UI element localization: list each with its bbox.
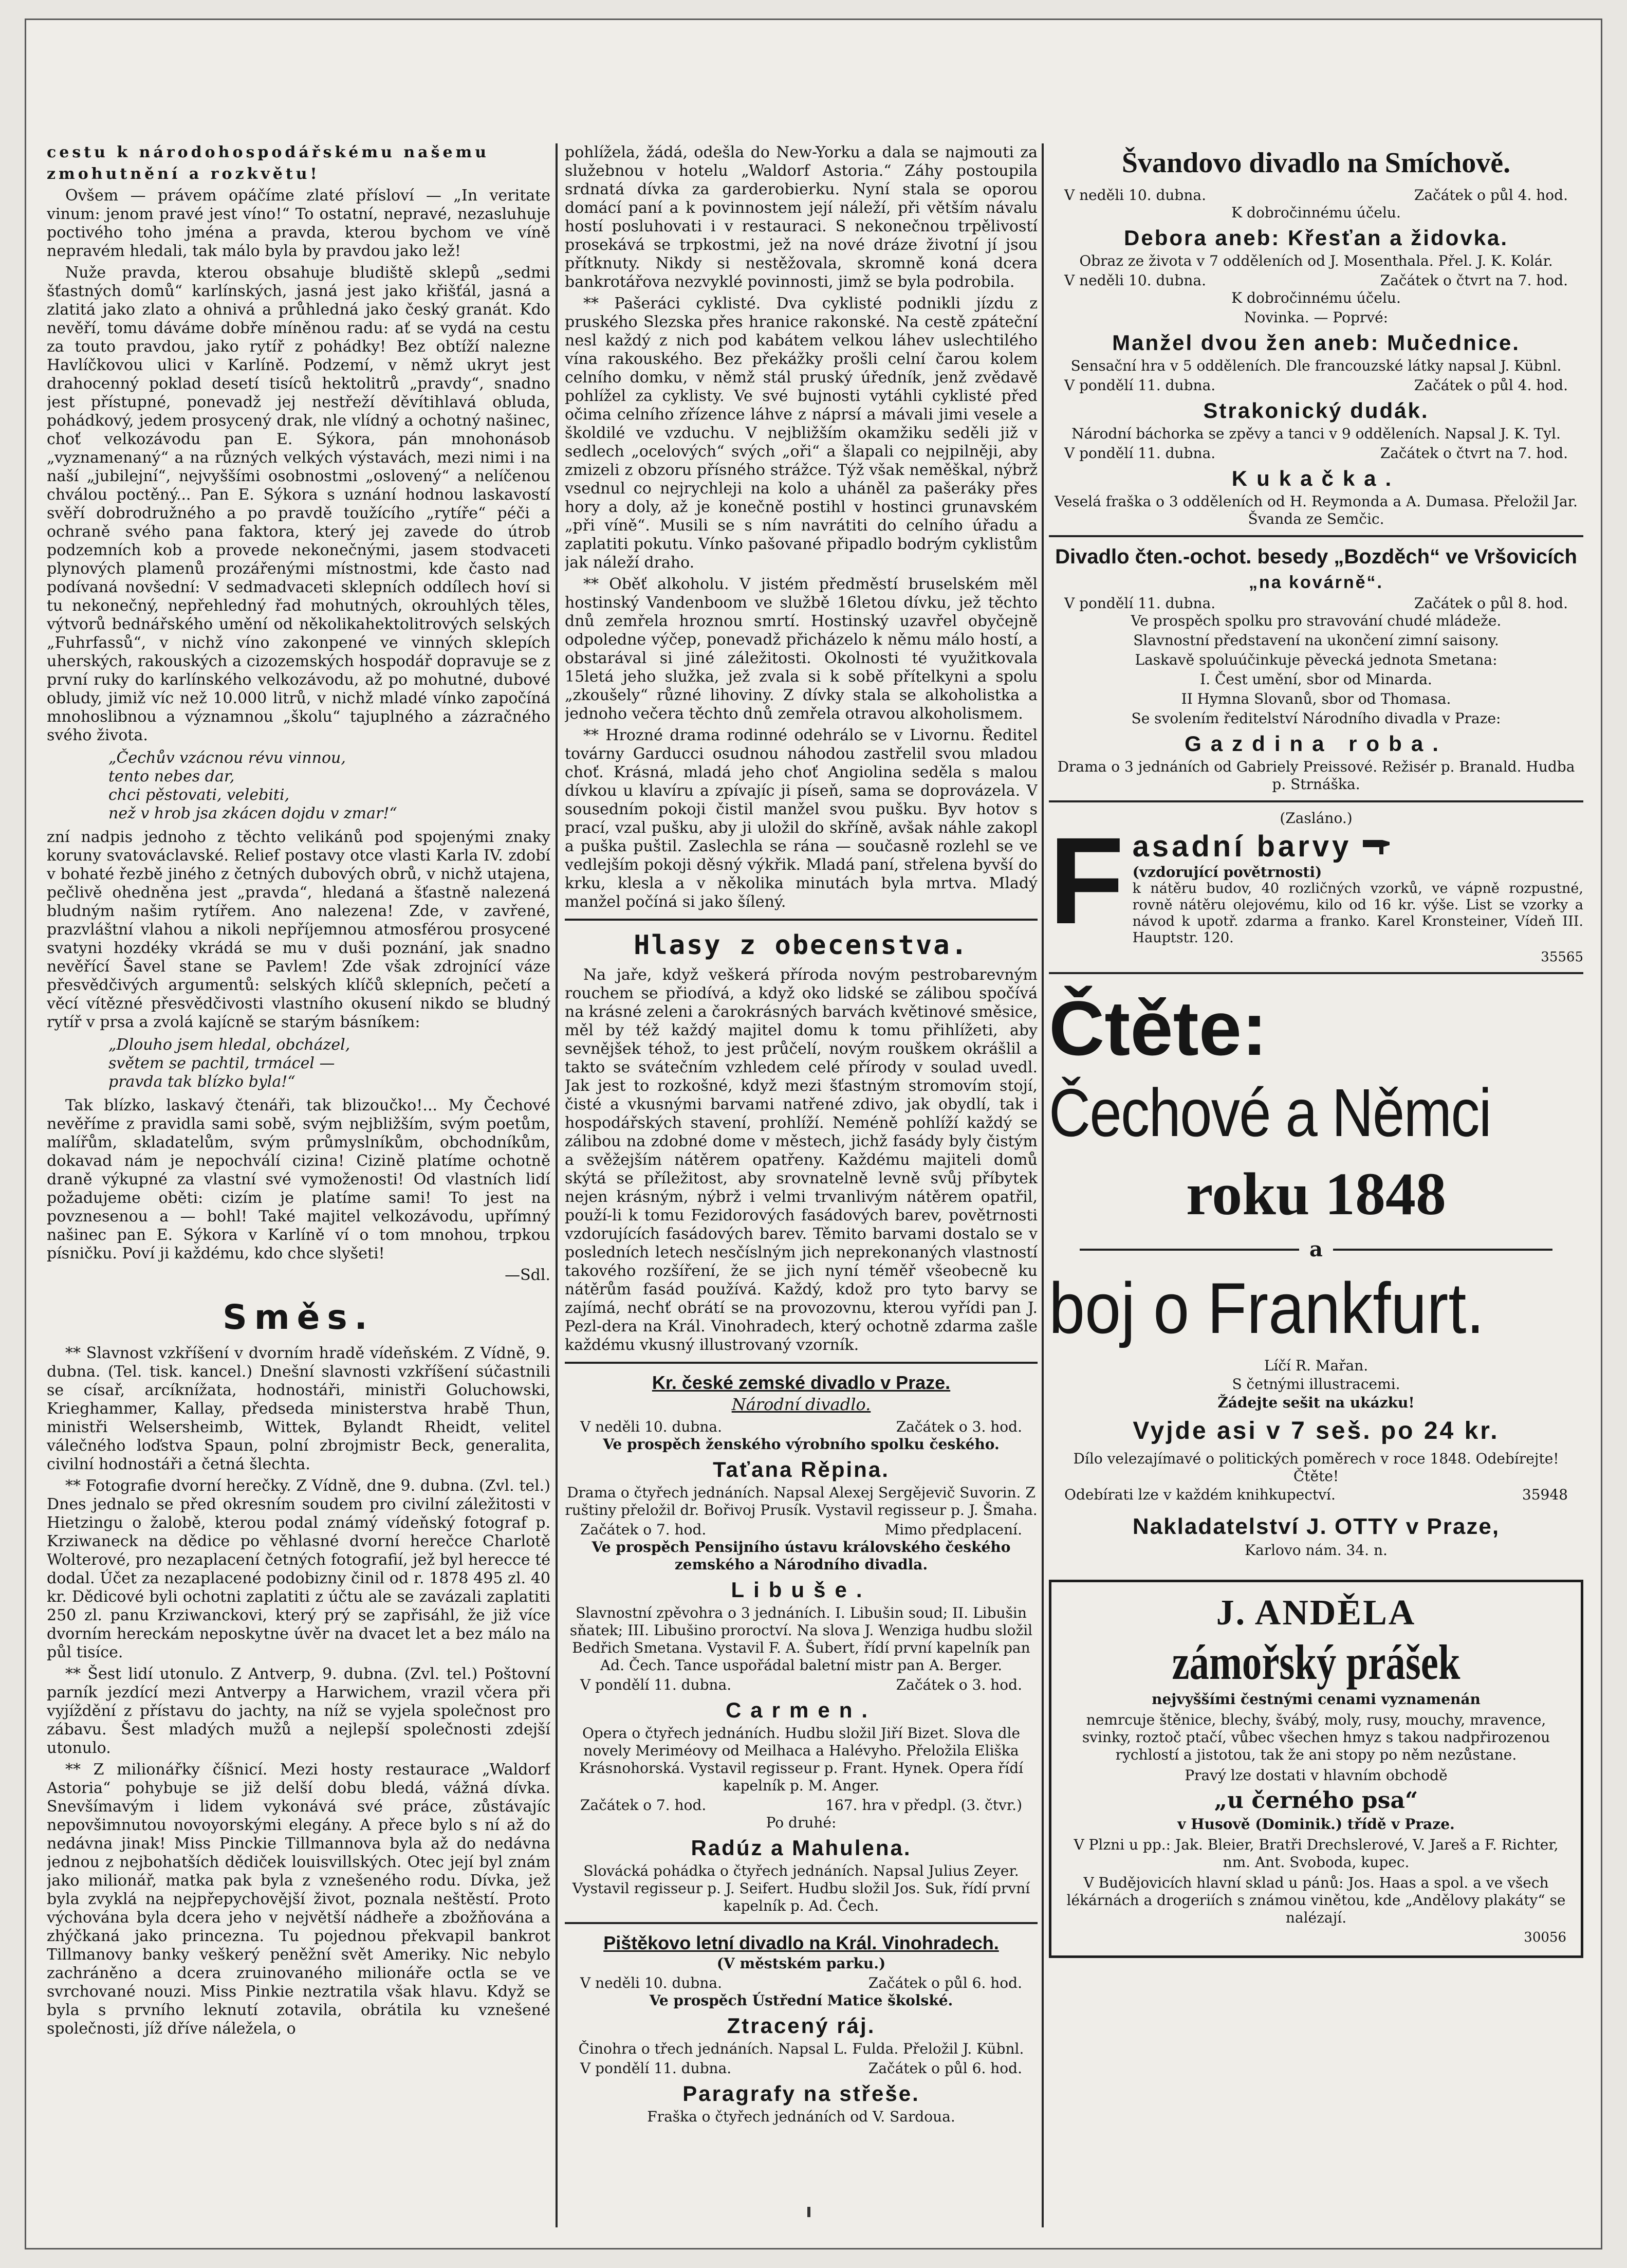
ad-text: nemrcuje štěnice, blechy, švábý, moly, rusy, mouchy, mravence, svinky, roztoč ptačí, vůbec všechen hmyz s takou nadpřirozenou rychlostí a jistotou, tak že ani stopy po něm nezůstane. <box>1082 1711 1550 1763</box>
play-description: Slavnostní zpěvohra o 3 jednáních. I. Libušin soud; II. Libušin sňatek; III. Libušino proroctví. Na slova J. Wenziga hudbu složil Bedřich Smetana. Vystavil F. A. Šubert, řídí první kapelník pan Ad. Čech. Tance uspořádal baletní mistr pan A. Berger. <box>569 1604 1033 1674</box>
theatre-subtitle: (V městském parku.) <box>716 1955 886 1972</box>
schedule-row: Začátek o 7. hod. 167. hra v předpl. (3. čtvr.) <box>580 1797 1022 1814</box>
schedule-note: Ve prospěch Pensijního ústavu královského českého zemského a Národního divadla. <box>591 1539 1011 1573</box>
ad-headline: asadní barvy <box>1133 829 1583 864</box>
article-paragraph: Ovšem — právem opáčíme zlaté přísloví — „In veritate vinum: jenom pravé jest víno!“ To ostatní, nepravé, nezasluhuje poctivého toho jména a pravda, kterou bychom ve víně nepravém hledali, tak málo byla by pravdou jako lež! <box>47 187 550 260</box>
schedule-row: V pondělí 11. dubna. Začátek o 3. hod. <box>580 1676 1022 1693</box>
play-description: Obraz ze života v 7 odděleních od J. Mosenthala. Přel. J. K. Kolár. <box>1079 252 1553 269</box>
play-description: Drama o čtyřech jednáních. Napsal Alexej Sergějevič Suvorin. Z ruštiny přeložil dr. Bořivoj Prusík. Vystavil regisseur p. J. Šmaha. <box>565 1484 1038 1519</box>
play-title: Taťana Rěpina. <box>713 1457 890 1481</box>
section-heading-smes: Směs. <box>223 1297 375 1337</box>
play-title: Strakonický dudák. <box>1203 398 1429 423</box>
news-item: ** Slavnost vzkříšení v dvorním hradě vídeňském. Z Vídně, 9. dubna. (Tel. tisk. kancel.) Dnešní slavnosti vzkříšení súčastnili se císař, arcíknížata, hodnostáři, ministři Goluchowski, Krieghammer, Kallay, předseda ministerstva hrabě Thun, ministři Welsersheimb, Wittek, Bylandt Rheidt, velitel válečného loďstva Spaun, polní zbrojmistr Beck, generalita, civilní hodnostáři a četná šlechta. <box>47 1344 550 1473</box>
column-rule <box>1042 143 1044 2227</box>
book-author: Líčí R. Mařan. <box>1264 1357 1369 1374</box>
theatre-title: Divadlo čten.-ochot. besedy „Bozděch“ ve Vršovicích <box>1055 545 1577 568</box>
news-item: ** Z milionářky číšnicí. Mezi hosty restaurace „Waldorf Astoria“ pohybuje se již delší dobu bledá, vážná dívka. Snevšímavým i lidem vykonává své práce, zůstávajíc nepovšimnutou novoyorskými elegány. A přece bylo s ní až do nedávna jinak! Miss Pinckie Tillmannova byla až do nedávna jednou z nejbohatších dědiček louisvillských. Otec její byl znám jako milionář, matka pak byla z vznešeného rodu. Dívka, jež byla zvyklá na nejpřepychovější život, poznala neštěstí. Proto výchována byla dcera jeho v největší nádheře a zbožňována a zhýčkaná jako princezna. Tu pojednou překvapil bankrot Tillmanovy banky veškerý peněžní svět Ameriky. Nic nebylo zachráněno a dcera zruinovaného milionáře octla se ve svrchované nouzi. Miss Pinkie neztratila však hlavu. Když se byla s prvního leknutí zotavila, obrátila ku vznešené společnosti, jíž dříve náležela, o <box>47 1761 550 2038</box>
ad-subheadline: (vzdorující povětrnosti) <box>1132 864 1322 881</box>
schedule-row: Začátek o 7. hod. Mimo předplacení. <box>580 1521 1022 1538</box>
ad-number: 35565 <box>1541 949 1583 965</box>
play-title: Debora aneb: Křesťan a židovka. <box>1124 226 1508 250</box>
column-2 <box>565 143 1038 2227</box>
column-1 <box>47 143 550 2227</box>
program-line: Se svolením ředitelství Národního divadla v Praze: <box>1131 710 1501 727</box>
news-item: ** Oběť alkoholu. V jistém předměstí bruselském měl hostinský Vandenboom ve službě 16letou dívku, jež těchto dnů zemřela hroznou smrtí. Hostinský uzavřel obyčejně odpoledne výčep, ponevadž přicházelo k němu málo hostí, a obstarával si jiné záležitosti. Okolnosti té využitkovala 15letá jeho služka, jež zvala si k sobě přítelkyni a spolu „zkoušely“ různé lihoviny. Z dívky stala se alkoholistka a jednoho večera těchto dnů zemřela otravou alkoholismem. <box>565 575 1038 723</box>
theatre-subtitle: Národní divadlo. <box>731 1395 871 1414</box>
book-title-line-2: roku 1848 <box>1186 1160 1446 1228</box>
article-opening-line: cestu k národohospodářskému našemu <box>47 143 490 161</box>
book-description: Dílo velezajímavé o politických poměrech v roce 1848. Odebírejte! Čtěte! <box>1073 1450 1559 1485</box>
article-verse: „Čechův vzácnou révu vinnou, tento nebes dar, chci pěstovati, velebiti, než v hrob jsa zkácen dojdu v zmar!“ <box>108 749 397 822</box>
hammer-icon <box>1362 838 1391 855</box>
news-item: ** Pašeráci cyklisté. Dva cyklisté podnikli jízdu z pruského Slezska přes hranice rakonské. Na cestě zpáteční nesl každý z nich pod kabátem velkou láhev uslechtilého vína rakouského. Bez překážky prošli celní čarou kolem celního domku, v němž stál pruský úředník, jenž zvědavě pohlížel za cyklisty. Ve své bujnosti vytáhli cyklisté před očima celního zřízence láhve z náprsí a mávali jimi vesele a školdilé ve vzduchu. V nejbližším okamžiku seděli již v sedlech „ocelových“ svých „oři“ a šlapali co nejpilněji, aby zmizeli z obzoru přísného strážce. Týž však neměškal, nýbrž vsednul co nejrychleji na kolo a uháněl za pašeráky přes hory a doly, až je konečně postihl v hostinci grunavském „při víně“. Musili se s ním navrátiti do celního úřadu a zaplatiti pokutu. Vínko pašované připadlo bodrým cyklistům jak náleží draho. <box>565 295 1038 572</box>
column-rule <box>556 143 558 2227</box>
schedule-row: V pondělí 11. dubna. Začátek o půl 4. hod. <box>1064 377 1568 394</box>
schedule-row: V neděli 10. dubna. Začátek o půl 6. hod. <box>580 1974 1022 1991</box>
theatre-title: Pištěkovo letní divadlo na Král. Vinohradech. <box>603 1932 999 1953</box>
play-title: Radúz a Mahulena. <box>691 1836 912 1860</box>
play-title: Gazdina roba. <box>1185 731 1448 756</box>
ad-text: v Husově (Dominik.) třídě v Praze. <box>1177 1816 1455 1833</box>
play-title: Libuše. <box>731 1578 872 1602</box>
ad-ctete-headline: Čtěte: <box>1049 985 1268 1071</box>
play-description: Opera o čtyřech jednáních. Hudbu složil Jiří Bizet. Slova dle novely Meriméovy od Meilhaca a Halévyho. Přeložila Eliška Krásnohorská. Vystavil regisseur p. Frant. Hynek. Opera řídí kapelník p. M. Anger. <box>579 1725 1024 1794</box>
page-mark <box>807 2207 810 2217</box>
news-item-continuation: pohlížela, žádá, odešla do New-Yorku a dala se najmouti za služebnou v hotelu „Waldorf Astoria.“ Záhy postoupila srdnatá dívka za garderobierku. Nyní stala se oporou domácí paní a k povinnostem její náleží, při větším návalu hostí posluhovati i v restauraci. S nekonečnou trpělivostí prosekává se trpkostmi, jež na nové dráze životní jí jsou přítknuty. Nikdy si nestěžovala, skromně koná dcera bankrotářova nezvyklé povinnosti, jimž se byla podrobila. <box>565 143 1038 291</box>
ad-text: Pravý lze dostati v hlavním obchodě <box>1185 1767 1448 1784</box>
article-opening-line-2: zmohutnění a rozkvětu! <box>47 165 320 183</box>
theatre-subtitle: „na kovárně“. <box>1249 573 1383 592</box>
schedule-note: Po druhé: <box>766 1814 837 1831</box>
ad-text: nejvyššími čestnými cenami vyznamenán <box>1152 1691 1481 1708</box>
ad-number: 30056 <box>1524 1930 1566 1945</box>
ad-text: V Plzni u pp.: Jak. Bleier, Bratři Drechslerové, V. Jareš a F. Richter, nm. Ant. Svoboda, kupec. <box>1074 1836 1559 1871</box>
article-paragraph: Tak blízko, laskavý čtenáři, tak blizoučko!... My Čechové nevěříme z pravidla sami sobě, svým nejbližším, svým poetům, malířům, skladatelům, svým průmyslníkům, obchodníkům, dokavad nám je nepochválí cizina! Cizině platíme ochotně draně výkupné za vlastní své vymoženosti! Od vlastních lidí požadujeme oběti: cizím je platíme sami! To jest na povznesenou a — bohl! Také majitel velkozávodu, upřímný našinec pan E. Sýkora v Karlíně ví o tom mnohou, trpkou písničku. Poví ji každému, kdo chce slyšeti! <box>47 1096 550 1263</box>
schedule-row: V neděli 10. dubna. Začátek o půl 4. hod. <box>1064 187 1568 204</box>
schedule-row: V pondělí 11. dubna. Začátek o půl 6. hod. <box>580 2060 1022 2077</box>
schedule-row: V pondělí 11. dubna. Začátek o půl 8. hod. <box>1064 595 1568 612</box>
newspaper-page <box>25 19 1602 2249</box>
play-description: Činohra o třech jednáních. Napsal L. Fulda. Přeložil J. Kübnl. <box>578 2040 1024 2057</box>
play-description: Sensační hra v 5 odděleních. Dle francouzské látky napsal J. Kübnl. <box>1070 357 1562 374</box>
schedule-note: Ve prospěch ženského výrobního spolku českého. <box>603 1436 1000 1453</box>
book-availability: Odebírati lze v každém knihkupectví. 35948 <box>1064 1486 1568 1503</box>
theatre-title: Švandovo divadlo na Smíchově. <box>1121 147 1511 179</box>
schedule-row: V neděli 10. dubna. Začátek o čtvrt na 7. hod. <box>1064 272 1568 289</box>
theatre-title: Kr. české zemské divadlo v Praze. <box>652 1372 951 1393</box>
schedule-row: V pondělí 11. dubna. Začátek o čtvrt na 7. hod. <box>1064 445 1568 462</box>
article-paragraph: zní nadpis jednoho z těchto velikánů pod spojenými znaky koruny svatováclavské. Relief postavy otce vlasti Karla IV. zdobí v bohaté řezbě jiného z četných dubových obrů, v nichž utajena, pečlivě ohedněna jest „pravda“, hledaná a šťastně nalezená bludným našim rytířem. Ano nalezena! Zde, v zavřené, prazvláštní vlahou a nikoli nepříjemnou atmosférou prosycené svatyni hozdéky vkrádá se mu v duši poznání, jak snadno nevěřící Šavel stane se Pavlem! Zde však zdrojnící váze přesvědčivých argumentů: selských klíčů sklepních, pečetí a věcí vítězné přesvědčivosti vlastního okusení nikdo se bludný rytíř v prsa a zvolá kajícně se starým básníkem: <box>47 828 550 1031</box>
section-heading-hlasy: Hlasy z obecenstva. <box>634 930 969 961</box>
play-title: Ztracený ráj. <box>727 2014 876 2038</box>
program-line: Slavnostní představení na ukončení zimní saisony. <box>1133 632 1499 649</box>
ad-product: zámořský prášek <box>1172 1635 1460 1690</box>
play-title: Carmen. <box>725 1698 877 1722</box>
book-title-line-3: boj o Frankfurt. <box>1049 1268 1485 1348</box>
divider <box>565 1362 1038 1364</box>
article-verse: „Dlouho jsem hledal, obcházel, světem se pachtil, trmácel — pravda tak blízko byla!“ <box>108 1036 350 1091</box>
shop-name: „u černého psa“ <box>1214 1787 1418 1814</box>
zaslano-label: (Zasláno.) <box>1280 810 1353 827</box>
publisher-address: Karlovo nám. 34. n. <box>1245 1542 1388 1559</box>
andela-powder-ad <box>1049 1580 1583 1958</box>
divider <box>1049 800 1583 802</box>
program-line: II Hymna Slovanů, sbor od Thomasa. <box>1181 690 1451 707</box>
schedule-note: K dobročinnému účelu. <box>1231 289 1401 306</box>
ad-text: k nátěru budov, 40 rozličných vzorků, ve vápně rozpustné, rovně nátěru olejovému, kilo od 16 kr. výše. List se vzorky a návod k upotř. zdarma a franko. Karel Kronsteiner, Vídeň III. Hauptstr. 120. <box>1132 881 1583 946</box>
article-paragraph: Nuže pravda, kterou obsahuje bludiště sklepů „sedmi šťastných domů“ karlínských, jasná jest jako křišťál, jasná a zlatitá jako zlato a ohnivá a průhledná jako český granát. Kdo nevěří, tomu dáváme dobře míněnou radu: ať se vydá na cestu za touto pravdou, jako rytíř z pohádky! Bez obtíží nalezne Havlíčkovou ulici v Karlíně. Podzemí, v němž ukryt jest drahocenný poklad desetí tisíců hektolitrů „pravdy“, snadno jest přístupné, ponevadž jej nestřeží děvítihlavá obluda, pohádkový, jedem prosycený drak, nle vlídný a ochotný našinec, choť velkozávodu pan E. Sýkora, pán mnohonásob „vyznamenaný“ a na různých velkých výstavách, mezi nimi i na naší „jubilejní“, nejvyššími osobnostmi „oslovený“ a nelíčenou chválou poctěný... Pan E. Sýkora s uznání hodnou laskavostí svěří dobrodružného a po pravdě toužícího „rytíře“ péči a ochraně svého pana faktora, který jej zavede do útrob podzemních kob a provede nekonečnými, jasem stodvaceti plynových plamenů prozářenými místnostmi, kde často nad podívaná novšední: V sedmadvaceti sklepních oddílech hoví si tu nekonečný, nepřehledný řad mohutných, okrouhlých těles, výtvorů bednářského umění od několikahektolitrových selských „Fuhrfassů“, v nichž víno zakonpené ve vinných sklepích uherských, rakouských a cizozemských hospodář dopravuje se z první ruky do karlínského velkozávodu, až po mohutné, dubové obludy, jimiž víc než 10.000 litrů, v nichž mladé vínko započíná mnohoslibnou a významnou „školu“ tajuplného a zázračného svého života. <box>47 264 550 744</box>
divider <box>1049 535 1583 537</box>
play-description: Slovácká pohádka o čtyřech jednáních. Napsal Julius Zeyer. Vystavil regisseur p. J. Seifert. Hudbu složil Jos. Suk, řídí první kapelník p. Ad. Čech. <box>572 1862 1030 1914</box>
ad-text: V Budějovicích hlavní sklad u pánů: Jos. Haas a spol. a ve všech lékárnách a drogeriích s známou vinětou, kde „Andělovy plakáty“ se nalézají. <box>1066 1874 1566 1926</box>
program-line: Ve prospěch spolku pro stravování chudé mládeže. <box>1131 612 1502 629</box>
reader-letter: Na jaře, když veškerá příroda novým pestrobarevným rouchem se přiodívá, a když oko lidské se zálibou spočívá na krásné zeleni a čarokrásných barvách květinové směsice, měl by též každý majitel domu k tomu přihlížeti, aby sevnějšek téhož, to jest průčelí, novým rouškem okrášlil a takto se svátečním vzhledem celé přírody v soulad uvedl. Jak jest to rozkošné, když mezi šťastným stromovím stojí, čisté a vkusnými barvami natřené zdivo, jak obydlí, tak i hospodářských stavení, prohlíží. Neméně pohlíží každý se zálibou na zdobné dome v městech, jichž fasády byly čistým a svěžejším nátěrem opatřeny. Každému majiteli domů skýtá se příležitost, aby srovnatelně levně svůj příbytek nejen krásným, nýbrž i velmi trvanlivým nátěrem opatřil, použí-li k tomu Fezidorových fasádových barev, povětrnosti vzdorujících fasádových barev. Těmito barvami dostalo se v posledních letech nesčíslným jich neprekonaných vlastností takového rozšíření, že se jich nyní téměř všeobecně ku nátěrům fasád používá. Každý, kdož pro tyto barvy se zajímá, nechť obrátí se na provozovnu, kterou vyřídi pan J. Pezl-dera na Král. Vinohradech, který ochotně zdarma zašle každému vkusný illustrovaný vzorník. <box>565 966 1038 1354</box>
ad-brand: J. ANDĚLA <box>1216 1593 1416 1633</box>
drop-cap: F <box>1049 812 1124 949</box>
article-signature: —Sdl. <box>505 1266 550 1284</box>
play-description: Drama o 3 jednáních od Gabriely Preissové. Režisér p. Branald. Hudba p. Strnáška. <box>1057 758 1575 793</box>
program-line: I. Čest umění, sbor od Minarda. <box>1200 671 1432 688</box>
divider <box>565 919 1038 921</box>
play-title: Paragrafy na střeše. <box>682 2081 920 2106</box>
publisher-name: Nakladatelství J. OTTY v Praze, <box>1132 1514 1500 1539</box>
play-title: Manžel dvou žen aneb: Mučednice. <box>1112 331 1520 355</box>
book-request-sample: Žádejte sešit na ukázku! <box>1217 1394 1415 1411</box>
schedule-row: V neděli 10. dubna. Začátek o 3. hod. <box>580 1418 1022 1435</box>
book-title-line-1: Čechové a Němci <box>1049 1075 1491 1150</box>
schedule-note: Novinka. — Poprvé: <box>1244 309 1389 326</box>
play-title: Kukačka. <box>1231 466 1401 490</box>
play-description: Národní báchorka se zpěvy a tanci v 9 odděleních. Napsal J. K. Tyl. <box>1071 425 1561 442</box>
book-illustrations: S četnými illustracemi. <box>1232 1376 1400 1393</box>
play-description: Fraška o čtyřech jednáních od V. Sardoua. <box>647 2108 955 2125</box>
program-line: Laskavě spoluúčinkuje pěvecká jednota Smetana: <box>1135 651 1497 668</box>
schedule-note: K dobročinnému účelu. <box>1231 204 1401 221</box>
divider <box>565 1922 1038 1924</box>
news-item: ** Šest lidí utonulo. Z Antverp, 9. dubna. (Zvl. tel.) Poštovní parník jezdící mezi Antverpy a Harwichem, vrazil včera při vyjíždění z přístavu do jachty, na níž se vyjela společnost pro zábavu. Šest mladých mužů a nejlepší společnosti zdejší utonulo. <box>47 1665 550 1757</box>
news-item: ** Fotografie dvorní herečky. Z Vídně, dne 9. dubna. (Zvl. tel.) Dnes jednalo se před okresním soudem pro civilní záležitosti v Hietzingu o žalobě, kterou podal známý vídeňský fotograf p. Krziwaneck na dědice po věhlasné dvorní herečce Charlotě Wolterové, pro nezaplacení četných fotografií, jež byl herecce té dodal. Účet za nezaplacené podobizny činil od r. 1878 495 zl. 40 kr. Dědicové byli ochotni zaplatiti z účtu ale se zavázali zaplatiti 250 zl. panu Krziwanckovi, který prý se zapřisáhl, že již více dvorním hereckám neposkytne úvěr na dvacet let a bez málo na půl tisíce. <box>47 1477 550 1661</box>
book-price: Vyjde asi v 7 seš. po 24 kr. <box>1133 1417 1500 1444</box>
column-3 <box>1049 143 1583 2227</box>
schedule-note: Ve prospěch Ústřední Matice školské. <box>649 1992 953 2009</box>
news-item: ** Hrozné drama rodinné odehrálo se v Livornu. Ředitel továrny Garducci osudnou náhodou zastřelil svou mladou choť. Krásná, mladá jeho choť Angiolina seděla s malou dívkou u klavíru a zpívajíc ji píseň, sama se doprovázela. V sousedním pokoji čistil manžel svou pušku. Byv hotov s prací, vzal pušku, aby ji uložil do skříně, avšak náhle zakopl a puška puštil. Zaslechla se rána — současně rozlehl se ve vedlejším pokoji děsný výkřik. Mladá paní, střelena byvší do krku, klesla a v několika minutách byla mrtva. Mladý manžel počíná si jako šílený. <box>565 726 1038 911</box>
play-description: Veselá fraška o 3 odděleních od H. Reymonda a A. Dumasa. Přeložil Jar. Švanda ze Semčic. <box>1055 493 1578 527</box>
divider <box>1049 972 1583 974</box>
book-title-and: a <box>1080 1237 1552 1261</box>
